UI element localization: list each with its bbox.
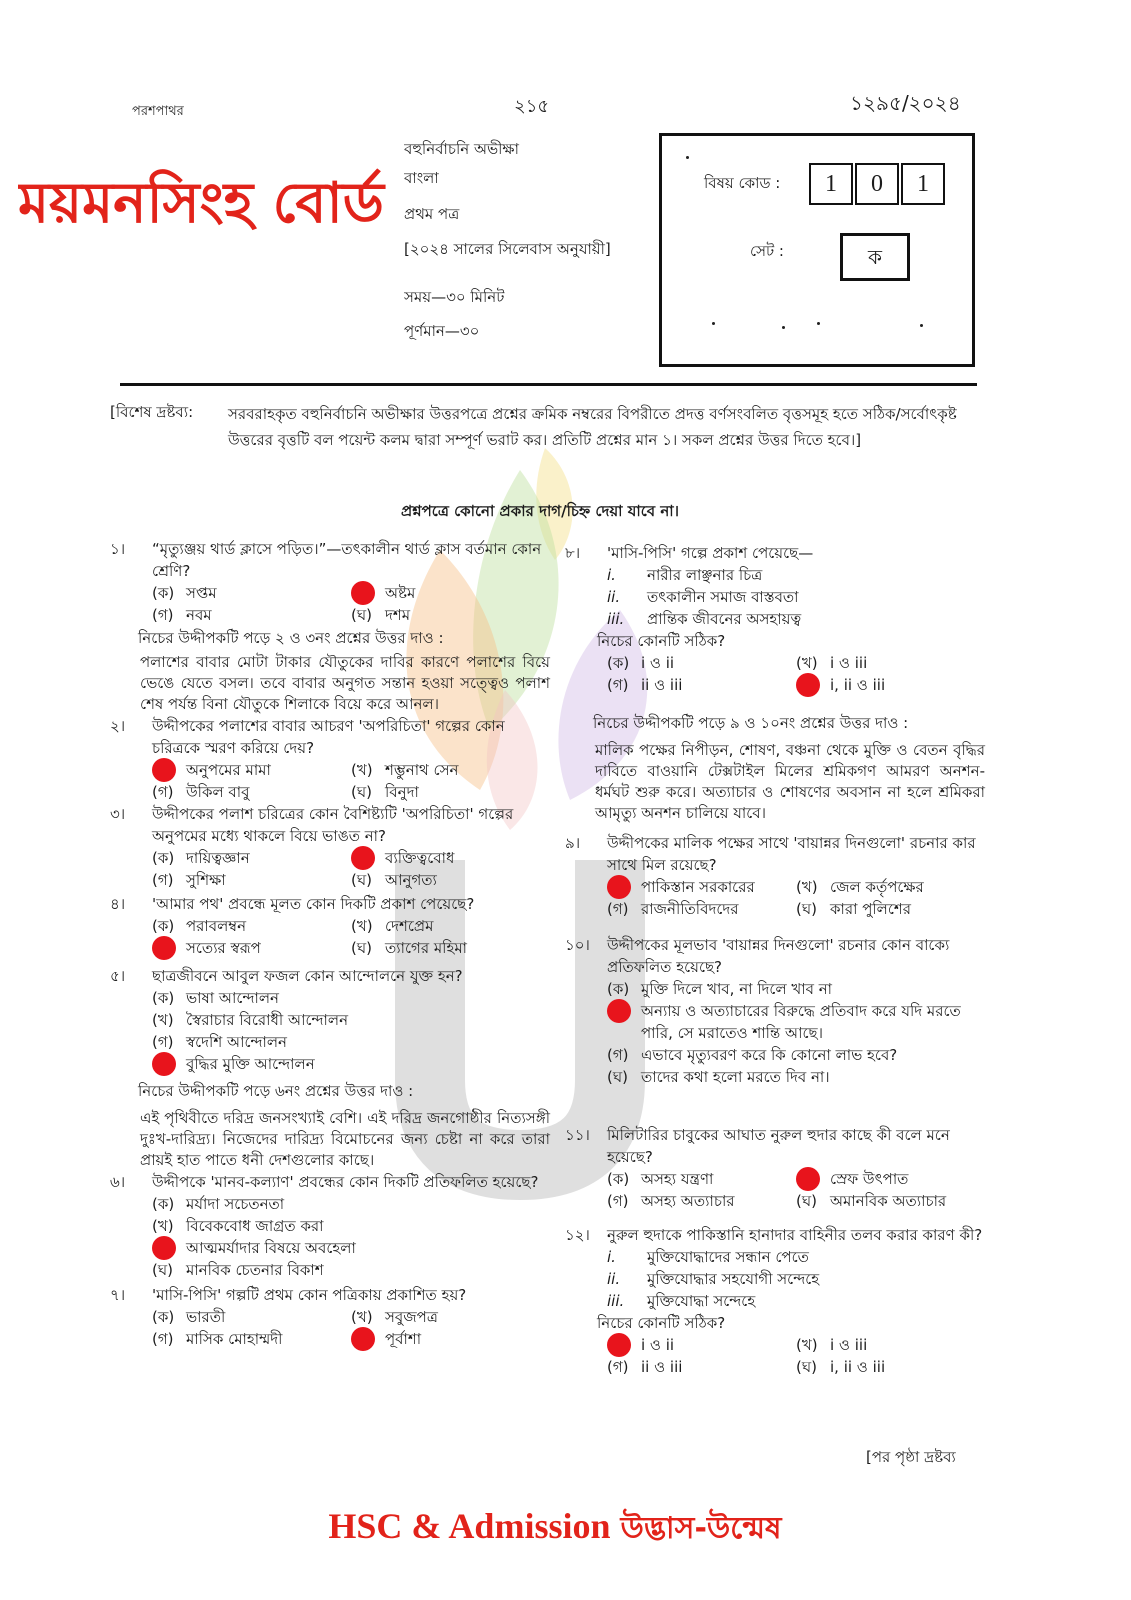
option-ka: [152, 987, 550, 1009]
question-number: ১২।: [565, 1226, 590, 1244]
options: [607, 978, 985, 1088]
marked-answer-dot: [351, 846, 375, 870]
question-5: [110, 965, 550, 1075]
option-text: উকিল বাবু: [186, 783, 250, 801]
options: [152, 1306, 550, 1350]
option-label: (ক): [152, 989, 175, 1007]
option-text: মর্যাদা সচেতনতা: [186, 1195, 285, 1213]
question-7: [110, 1284, 550, 1350]
question-body: [607, 934, 985, 1088]
subject-code-digits: [809, 163, 947, 205]
option-ga: [152, 1031, 550, 1053]
option-ga: [152, 1237, 550, 1259]
option-label: (ঘ): [796, 900, 817, 918]
exam-time: সময়—৩০ মিনিট: [404, 288, 505, 306]
option-label: (গ): [152, 871, 174, 889]
question-body: [152, 803, 550, 891]
option-text: ii ও iii: [641, 1358, 683, 1376]
option-kha: [152, 1215, 550, 1237]
statement-list: [607, 1246, 985, 1312]
option-label: (খ): [351, 1308, 373, 1326]
option-label: (খ): [351, 917, 373, 935]
option-label: (ক): [607, 980, 630, 998]
paper-name: প্রথম পত্র: [404, 205, 460, 223]
option-text: অমানবিক অত্যাচার: [830, 1192, 947, 1210]
question-11: [565, 1124, 985, 1212]
option-label: (গ): [607, 900, 629, 918]
option-text: অসহ্য অত্যাচার: [641, 1192, 735, 1210]
option-ka: [607, 978, 985, 1000]
option-text: তাদের কথা হলো মরতে দিব না।: [641, 1068, 830, 1086]
option-ga: [152, 604, 351, 626]
marked-answer-dot: [152, 758, 176, 782]
option-label: (ঘ): [351, 939, 372, 957]
right-column: [565, 542, 985, 1378]
option-text: i ও iii: [830, 654, 868, 672]
stimulus-instruction: নিচের উদ্দীপকটি পড়ে ২ ও ৩নং প্রশ্নের উত্তর দাও :: [138, 629, 444, 647]
options: [152, 582, 550, 626]
stimulus-passage: মালিক পক্ষের নিপীড়ন, শোষণ, বঞ্চনা থেকে মুক্তি ও বেতন বৃদ্ধির দাবিতে বাওয়ানি টেক্সটাইল মিলের শ্রমিকগণ আমরণ অনশন-ধর্মঘট শুরু করে। অত্যাচার ও শোষণের অবসান না হলে শ্রমিকরা আমৃত্যু অনশন চালিয়ে যাবে।: [595, 741, 985, 822]
option-label: (গ): [607, 676, 629, 694]
option-text: সুশিক্ষা: [186, 871, 226, 889]
option-ga: [152, 869, 351, 891]
speck: [817, 322, 820, 325]
marked-answer-dot: [796, 1167, 820, 1191]
option-text: সবুজপত্র: [385, 1308, 438, 1326]
option-text: বিবেকবোধ জাগ্রত করা: [186, 1217, 324, 1235]
statement-numeral: ii.: [607, 1270, 621, 1288]
footer-brand-en: HSC & Admission: [328, 1506, 611, 1546]
question-10: [565, 934, 985, 1088]
option-gha: [351, 604, 550, 626]
question-number: ১০।: [565, 936, 590, 954]
statement-numeral: i.: [607, 566, 616, 584]
option-text: অসহ্য যন্ত্রণা: [641, 1170, 714, 1188]
marked-answer-dot: [796, 673, 820, 697]
option-ga: [152, 937, 351, 959]
question-body: [607, 832, 985, 920]
question-number: ৭।: [110, 1286, 126, 1304]
statement-text: প্রান্তিক জীবনের অসহায়ত্ব: [647, 610, 802, 628]
set-label: সেট :: [750, 242, 784, 260]
question-12: [565, 1224, 985, 1378]
option-label: (খ): [351, 761, 373, 779]
question-6: [110, 1171, 550, 1281]
stimulus-instruction: নিচের উদ্দীপকটি পড়ে ৯ ও ১০নং প্রশ্নের উত্তর দাও :: [593, 714, 909, 732]
continue-note: [পর পৃষ্ঠা দ্রষ্টব্য: [866, 1448, 956, 1466]
marked-answer-dot: [152, 1052, 176, 1076]
stimulus-passage: এই পৃথিবীতে দরিদ্র জনসংখ্যাই বেশি। এই দরিদ্র জনগোষ্ঠীর নিত্যসঙ্গী দুঃখ-দারিদ্র্য। নিজেদের দারিদ্র্য বিমোচনের জন্য চেষ্টা না করে তারা প্রায়ই হাত পাতে ধনী দেশগুলোর কাছে।: [140, 1109, 550, 1169]
option-gha: [152, 1053, 550, 1075]
option-text: দেশপ্রেম: [385, 917, 434, 935]
question-stem: ছাত্রজীবনে আবুল ফজল কোন আন্দোলনে যুক্ত হন?: [152, 967, 463, 985]
option-text: আনুগত্য: [385, 871, 437, 889]
option-kha: [607, 1000, 985, 1044]
question-number: ৮।: [565, 544, 581, 562]
header-divider: [120, 383, 977, 386]
question-stem: উদ্দীপকে 'মানব-কল্যাণ' প্রবন্ধের কোন দিকটি প্রতিফলিত হয়েছে?: [152, 1173, 539, 1191]
question-stem: 'মাসি-পিসি' গল্পটি প্রথম কোন পত্রিকায় প্রকাশিত হয়?: [152, 1286, 467, 1304]
option-text: স্বদেশি আন্দোলন: [186, 1033, 288, 1051]
option-gha: [351, 781, 550, 803]
question-2: [110, 715, 550, 803]
option-text: বিনুদা: [385, 783, 419, 801]
option-ka: [607, 652, 796, 674]
question-number: ১।: [110, 540, 126, 558]
option-kha: [796, 876, 985, 898]
question-number: ২।: [110, 717, 126, 735]
option-label: (খ): [796, 878, 818, 896]
stimulus-passage: পলাশের বাবার মোটা টাকার যৌতুকের দাবির কারণে পলাশের বিয়ে ভেঙে যেতে বসল। তবে বাবার অনুগত সন্তান হওয়া সত্ত্বেও পলাশ শেষ পর্যন্ত বিনা যৌতুকে শিলাকে বিয়ে করে আনল।: [140, 653, 550, 713]
option-ka: [607, 1168, 796, 1190]
option-gha: [796, 1190, 985, 1212]
option-text: আত্মমর্যাদার বিষয়ে অবহেলা: [186, 1239, 356, 1257]
option-text: এভাবে মৃত্যুবরণ করে কি কোনো লাভ হবে?: [641, 1046, 898, 1064]
question-stem: উদ্দীপকের পলাশ চরিত্রের কোন বৈশিষ্ট্যটি 'অপরিচিতা' গল্পের অনুপমের মধ্যে থাকলে বিয়ে ভাঙত না?: [152, 805, 514, 845]
options: [607, 876, 985, 920]
option-gha: [152, 1259, 550, 1281]
options: [152, 915, 550, 959]
option-label: (গ): [152, 1033, 174, 1051]
option-kha: [351, 1306, 550, 1328]
option-text: দশম: [385, 606, 411, 624]
statement-numeral: iii.: [607, 610, 625, 628]
option-text: মাসিক মোহাম্মদী: [186, 1330, 283, 1348]
option-ka: [152, 915, 351, 937]
statement-text: মুক্তিযোদ্ধাদের সন্ধান পেতে: [647, 1248, 809, 1266]
option-text: পাকিস্তান সরকারের: [641, 878, 755, 896]
option-text: ত্যাগের মহিমা: [385, 939, 468, 957]
question-body: [152, 1284, 550, 1350]
statement-numeral: i.: [607, 1248, 616, 1266]
subject-code-digit: 1: [901, 163, 945, 205]
option-label: (গ): [607, 1358, 629, 1376]
stimulus-instruction: নিচের উদ্দীপকটি পড়ে ৬নং প্রশ্নের উত্তর দাও :: [138, 1082, 414, 1100]
options: [607, 1168, 985, 1212]
speck: [782, 326, 785, 329]
question-body: [152, 538, 550, 626]
option-ka: [607, 1334, 796, 1356]
question-number: ৫।: [110, 967, 126, 985]
option-text: বুদ্ধির মুক্তি আন্দোলন: [186, 1055, 315, 1073]
question-3: [110, 803, 550, 891]
footer-brand-bn: উদ্ভাস-উন্মেষ: [620, 1511, 782, 1546]
option-label: (ঘ): [152, 1261, 173, 1279]
question-number: ৩।: [110, 805, 126, 823]
option-gha: [796, 1356, 985, 1378]
option-ka: [607, 876, 796, 898]
syllabus-note: [২০২৪ সালের সিলেবাস অনুযায়ী]: [404, 240, 611, 258]
question-stem: “মৃত্যুঞ্জয় থার্ড ক্লাসে পড়িত।”—তৎকালীন থার্ড ক্লাস বর্তমান কোন শ্রেণি?: [152, 540, 542, 580]
option-text: রাজনীতিবিদদের: [641, 900, 739, 918]
option-gha: [351, 937, 550, 959]
option-text: i, ii ও iii: [830, 676, 886, 694]
option-gha: [607, 1066, 985, 1088]
question-4: [110, 893, 550, 959]
option-ka: [152, 847, 351, 869]
option-text: স্রেফ উৎপাত: [830, 1170, 909, 1188]
question-body: [152, 715, 550, 803]
question-prompt: নিচের কোনটি সঠিক?: [597, 1314, 726, 1332]
options: [152, 759, 550, 803]
question-9: [565, 832, 985, 920]
question-body: [607, 1124, 985, 1212]
statement-item: [607, 1246, 985, 1268]
option-label: (খ): [152, 1011, 174, 1029]
option-ga: [607, 1190, 796, 1212]
option-kha: [351, 759, 550, 781]
statement-item: [607, 564, 985, 586]
option-text: ব্যক্তিত্ববোধ: [385, 849, 455, 867]
option-label: (ক): [152, 1195, 175, 1213]
option-text: ভারতী: [186, 1308, 226, 1326]
option-text: মানবিক চেতনার বিকাশ: [186, 1261, 324, 1279]
option-text: সপ্তম: [186, 584, 217, 602]
option-ga: [607, 898, 796, 920]
speck: [686, 156, 689, 159]
option-text: সত্যের স্বরূপ: [186, 939, 261, 957]
option-kha: [152, 1009, 550, 1031]
subject-code-label: বিষয় কোড :: [704, 174, 781, 192]
option-label: (ঘ): [351, 783, 372, 801]
option-kha: [351, 847, 550, 869]
subject-code-digit: 1: [809, 163, 853, 205]
option-label: (গ): [607, 1046, 629, 1064]
option-ga: [607, 1044, 985, 1066]
speck: [712, 322, 715, 325]
exam-type: বহুনির্বাচনি অভীক্ষা: [404, 140, 519, 158]
question-8: [565, 542, 985, 696]
question-body: [152, 965, 550, 1075]
option-ka: [152, 759, 351, 781]
set-value: ক: [840, 233, 910, 281]
option-label: (ক): [607, 1170, 630, 1188]
subject-name: বাংলা: [404, 169, 439, 187]
option-kha: [796, 652, 985, 674]
option-ga: [607, 674, 796, 696]
option-label: (ক): [152, 917, 175, 935]
no-marks-warning: প্রশ্নপত্রে কোনো প্রকার দাগ/চিহ্ন দেয়া যাবে না।: [400, 502, 680, 520]
speck: [920, 324, 923, 327]
subject-code-box: [659, 133, 975, 367]
question-body: [152, 893, 550, 959]
option-ka: [152, 1193, 550, 1215]
question-body: [597, 542, 985, 696]
marked-answer-dot: [607, 875, 631, 899]
full-marks: পূর্ণমান—৩০: [404, 322, 480, 340]
options: [607, 652, 985, 696]
options: [607, 1334, 985, 1378]
option-label: (গ): [152, 606, 174, 624]
option-kha: [351, 582, 550, 604]
option-text: ভাষা আন্দোলন: [186, 989, 279, 1007]
statement-item: [607, 1290, 985, 1312]
option-label: (ঘ): [607, 1068, 628, 1086]
option-label: (ঘ): [796, 1358, 817, 1376]
question-number: ৬।: [110, 1173, 126, 1191]
left-column: [110, 538, 550, 1350]
marked-answer-dot: [152, 936, 176, 960]
question-number: ৪।: [110, 895, 126, 913]
statement-text: তৎকালীন সমাজ বাস্তবতা: [647, 588, 799, 606]
option-label: (খ): [796, 1336, 818, 1354]
subject-code-digit: 0: [855, 163, 899, 205]
statement-item: [607, 1268, 985, 1290]
option-kha: [351, 915, 550, 937]
question-stem: নুরুল হুদাকে পাকিস্তানি হানাদার বাহিনীর তলব করার কারণ কী?: [607, 1226, 983, 1244]
option-text: অন্যায় ও অত্যাচারের বিরুদ্ধে প্রতিবাদ করে যদি মরতে পারি, সে মরাতেও শান্তি আছে।: [641, 1002, 961, 1042]
statement-text: নারীর লাঞ্ছনার চিত্র: [647, 566, 763, 584]
option-label: (খ): [152, 1217, 174, 1235]
question-body: [597, 1224, 985, 1378]
marked-answer-dot: [152, 1236, 176, 1260]
question-stem: 'আমার পথ' প্রবন্ধে মূলত কোন দিকটি প্রকাশ পেয়েছে?: [152, 895, 475, 913]
option-label: (ক): [607, 654, 630, 672]
option-text: i ও iii: [830, 1336, 868, 1354]
question-body: [152, 1171, 550, 1281]
option-ka: [152, 1306, 351, 1328]
option-text: ii ও iii: [641, 676, 683, 694]
option-text: i ও ii: [641, 654, 675, 672]
option-label: (ক): [152, 849, 175, 867]
option-gha: [796, 674, 985, 696]
statement-text: মুক্তিযোদ্ধা সন্দেহে: [647, 1292, 756, 1310]
option-text: মুক্তি দিলে খাব, না দিলে খাব না: [641, 980, 833, 998]
marked-answer-dot: [607, 1333, 631, 1357]
statement-item: [607, 608, 985, 630]
option-label: (ক): [152, 584, 175, 602]
marked-answer-dot: [607, 999, 631, 1023]
question-prompt: নিচের কোনটি সঠিক?: [597, 632, 726, 650]
option-kha: [796, 1334, 985, 1356]
instructions-label: [বিশেষ দ্রষ্টব্য:: [110, 403, 194, 421]
option-text: নবম: [186, 606, 212, 624]
footer-brand: [230, 1504, 880, 1555]
statement-list: [607, 564, 985, 630]
option-text: জেল কর্তৃপক্ষের: [830, 878, 924, 896]
option-ga: [607, 1356, 796, 1378]
option-text: কারা পুলিশের: [830, 900, 912, 918]
options: [152, 847, 550, 891]
option-text: পরাবলম্বন: [186, 917, 247, 935]
question-number: ১১।: [565, 1126, 590, 1144]
board-title: ময়মনসিংহ বোর্ড: [18, 171, 384, 236]
publisher-name: পরশপাথর: [132, 104, 184, 119]
statement-item: [607, 586, 985, 608]
option-ga: [152, 1328, 351, 1350]
question-stem: উদ্দীপকের মালিক পক্ষের সাথে 'বায়ান্নর দিনগুলো' রচনার কার সাথে মিল রয়েছে?: [607, 834, 976, 874]
option-gha: [796, 898, 985, 920]
option-gha: [351, 1328, 550, 1350]
option-label: (গ): [607, 1192, 629, 1210]
option-kha: [796, 1168, 985, 1190]
option-text: দায়িত্বজ্ঞান: [186, 849, 250, 867]
option-text: শম্ভুনাথ সেন: [385, 761, 459, 779]
question-stem: উদ্দীপকের পলাশের বাবার আচরণ 'অপরিচিতা' গল্পের কোন চরিত্রকে স্মরণ করিয়ে দেয়?: [152, 717, 505, 757]
question-code: ১২৯৫/২০২৪: [850, 91, 961, 115]
option-label: (ঘ): [351, 871, 372, 889]
page-number: ২১৫: [514, 96, 550, 117]
option-text: i ও ii: [641, 1336, 675, 1354]
option-text: i, ii ও iii: [830, 1358, 886, 1376]
option-text: অনুপমের মামা: [186, 761, 271, 779]
option-label: (গ): [152, 783, 174, 801]
option-label: (ঘ): [351, 606, 372, 624]
option-text: স্বৈরাচার বিরোধী আন্দোলন: [186, 1011, 349, 1029]
question-stem: 'মাসি-পিসি' গল্পে প্রকাশ পেয়েছে—: [607, 544, 814, 562]
option-label: (ঘ): [796, 1192, 817, 1210]
options: [152, 1193, 550, 1281]
option-label: (ক): [152, 1308, 175, 1326]
option-text: পূর্বাশা: [385, 1330, 422, 1348]
question-stem: উদ্দীপকের মূলভাব 'বায়ান্নর দিনগুলো' রচনার কোন বাক্যে প্রতিফলিত হয়েছে?: [607, 936, 950, 976]
option-ka: [152, 582, 351, 604]
options: [152, 987, 550, 1075]
option-label: (খ): [796, 654, 818, 672]
question-1: [110, 538, 550, 626]
option-text: অষ্টম: [385, 584, 416, 602]
marked-answer-dot: [351, 581, 375, 605]
option-ga: [152, 781, 351, 803]
option-label: (গ): [152, 1330, 174, 1348]
question-stem: মিলিটারির চাবুকের আঘাত নুরুল হুদার কাছে কী বলে মনে হয়েছে?: [607, 1126, 950, 1166]
option-gha: [351, 869, 550, 891]
statement-numeral: ii.: [607, 588, 621, 606]
statement-text: মুক্তিযোদ্ধার সহযোগী সন্দেহে: [647, 1270, 820, 1288]
statement-numeral: iii.: [607, 1292, 625, 1310]
instructions-text: সরবরাহকৃত বহুনির্বাচনি অভীক্ষার উত্তরপত্রে প্রশ্নের ক্রমিক নম্বরের বিপরীতে প্রদত্ত বর্ণসংবলিত বৃত্তসমূহ হতে সঠিক/সর্বোৎকৃষ্ট উত্তরের বৃত্তটি বল পয়েন্ট কলম দ্বারা সম্পূর্ণ ভরাট কর। প্রতিটি প্রশ্নের মান ১। সকল প্রশ্নের উত্তর দিতে হবে।]: [228, 405, 957, 449]
question-number: ৯।: [565, 834, 581, 852]
marked-answer-dot: [351, 1327, 375, 1351]
